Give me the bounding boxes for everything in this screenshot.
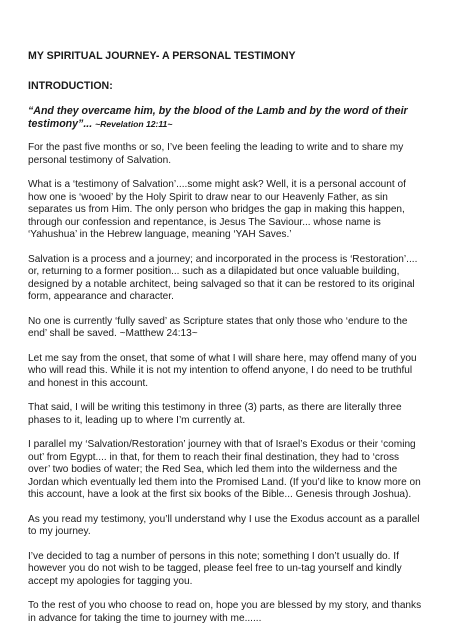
paragraph-line: Let me say from the onset, that some of what I will share here, may offend many of you — [28, 352, 417, 364]
paragraph-line: how one is ‘wooed’ by the Holy Spirit to draw near to our Heavenly Father, as sin — [28, 191, 388, 203]
paragraph — [28, 353, 448, 391]
paragraph-line: I parallel my ‘Salvation/Restoration’ journey with that of Israel’s Exodus or their ‘coming — [28, 439, 416, 451]
paragraph — [28, 316, 448, 341]
paragraph-line: phases to it, leading up to where I’m currently at. — [28, 414, 246, 426]
paragraph — [28, 402, 448, 427]
quote-line: “And they overcame him, by the blood of the Lamb and by the word of their — [28, 105, 408, 117]
document-page — [28, 50, 448, 637]
quote-line: testimony”... ~Revelation 12:11~ — [28, 118, 173, 130]
paragraph — [28, 179, 448, 242]
paragraph-line: Jordan which eventually led them into the Promised Land. (If you’d like to know more on — [28, 476, 421, 488]
paragraph-line: in advance for taking the time to journey with me...... — [28, 612, 262, 624]
paragraph-line: personal testimony of Salvation. — [28, 154, 172, 166]
paragraph — [28, 142, 448, 167]
paragraph-line: separates us from Him. The only person who bridges the gap in making this happen, — [28, 204, 405, 216]
paragraph-line: designed by a notable architect, being salvaged so that it can be restored to its original — [28, 278, 415, 290]
scripture-quote — [28, 105, 448, 131]
body-text — [28, 142, 448, 625]
paragraph-line: form, appearance and character. — [28, 291, 174, 303]
paragraph-line: this account, have a look at the first six books of the Bible... Genesis through Joshua). — [28, 489, 412, 501]
paragraph-line: accept my apologies for tagging you. — [28, 575, 193, 587]
paragraph — [28, 600, 448, 625]
paragraph-line: Salvation is a process and a journey; and incorporated in the process is ‘Restoration’.... — [28, 253, 418, 265]
paragraph-line: I’ve decided to tag a number of persons in this note; something I don’t usually do. If — [28, 550, 399, 562]
scripture-reference: ~Revelation 12:11~ — [95, 119, 173, 129]
paragraph-line: As you read my testimony, you’ll understand why I use the Exodus account as a parallel — [28, 513, 420, 525]
paragraph — [28, 514, 448, 539]
paragraph-line: To the rest of you who choose to read on, hope you are blessed by my story, and thanks — [28, 600, 422, 612]
paragraph-line: or, returning to a former position... such as a dilapidated but once valuable building, — [28, 266, 400, 278]
paragraph-line: through our confession and repentance, is Jesus The Saviour... whose name is — [28, 216, 381, 228]
paragraph-line: who will read this. While it is not my intention to offend anyone, I do need to be truthful — [28, 365, 413, 377]
paragraph-line: however you do not wish to be tagged, please feel free to un-tag yourself and kindly — [28, 563, 402, 575]
paragraph-line: For the past five months or so, I’ve been feeling the leading to write and to share my — [28, 142, 404, 153]
section-heading: INTRODUCTION: — [28, 80, 113, 92]
paragraph-line: No one is currently ‘fully saved’ as Scripture states that only those who ‘endure to the — [28, 315, 408, 327]
paragraph-line: over’ two bodies of water; the Red Sea, which led them into the wilderness and the — [28, 464, 398, 476]
paragraph-line: That said, I will be writing this testimony in three (3) parts, as there are literally three — [28, 402, 402, 414]
paragraph — [28, 551, 448, 589]
paragraph-line: and honest in this account. — [28, 377, 149, 389]
paragraph-line: out’ from Egypt.... in that, for them to reach their final destination, they had to ‘cross — [28, 451, 400, 463]
paragraph-line: ‘Yahushua’ in the Hebrew language, meaning ‘YAH Saves.’ — [28, 229, 292, 241]
document-title: MY SPIRITUAL JOURNEY- A PERSONAL TESTIMONY — [28, 50, 296, 62]
paragraph-line: to my journey. — [28, 526, 91, 538]
paragraph — [28, 254, 448, 304]
paragraph-line: end’ shall be saved. ~Matthew 24:13~ — [28, 328, 198, 340]
paragraph — [28, 439, 448, 502]
paragraph-line: What is a ‘testimony of Salvation’....some might ask? Well, it is a personal account of — [28, 178, 406, 190]
